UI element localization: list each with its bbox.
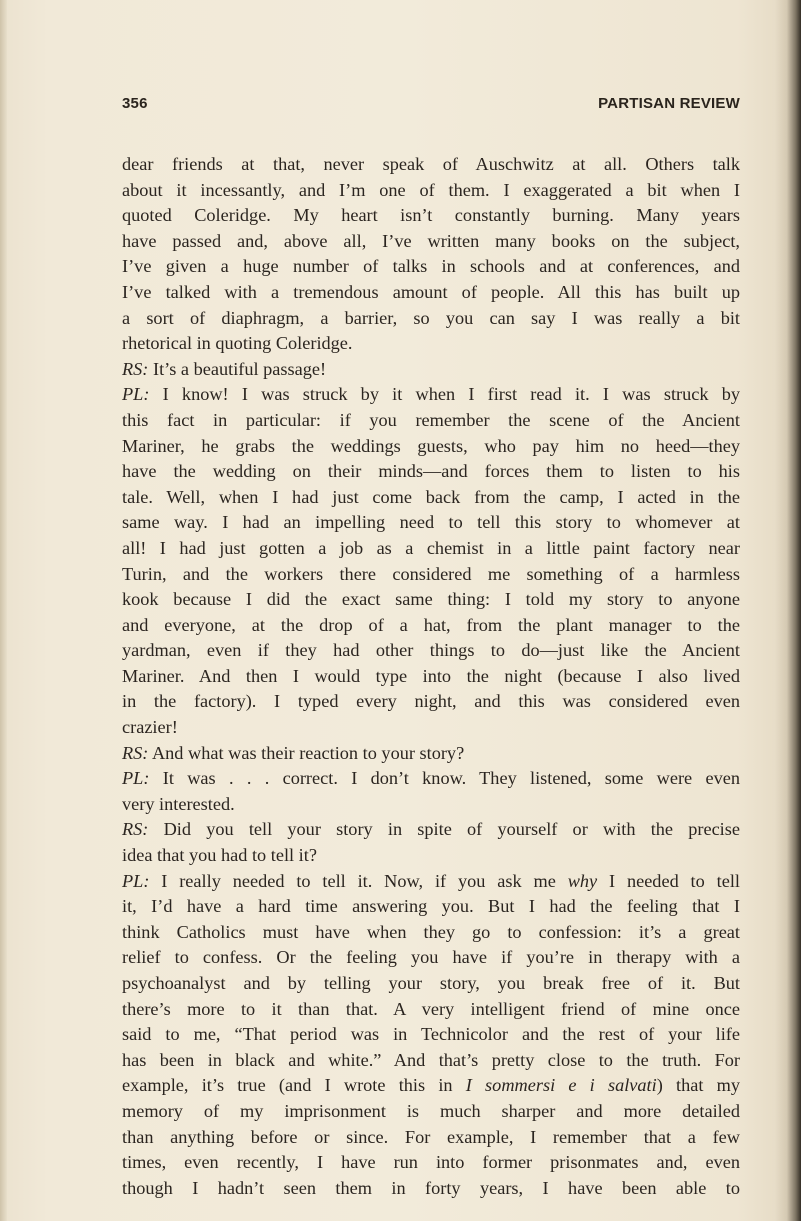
emphasis-text: I sommersi e i salvati: [465, 1075, 657, 1096]
line-text: psychoanalyst and by telling your story, you break free of it. But: [122, 973, 740, 993]
page-edge-shadow: [775, 0, 801, 1221]
page-gutter-shadow: [0, 0, 7, 1221]
text-line: [122, 536, 740, 562]
emphasis-text: why: [567, 870, 598, 891]
speaker-label: RS:: [122, 819, 149, 840]
line-text: it, I’d have a hard time answering you. But I had the feeling that I: [122, 896, 740, 917]
line-text: about it incessantly, and I’m one of them. I exaggerated a bit when I: [122, 179, 740, 200]
line-text: I’ve talked with a tremendous amount of people. All this has built up: [122, 281, 740, 302]
line-text: though I hadn’t seen them in forty years, I have been able to: [122, 1177, 740, 1198]
speaker-label: RS:: [122, 358, 149, 379]
line-text: there’s more to it than that. A very intelligent friend of mine once: [122, 998, 740, 1019]
text-line: [122, 203, 740, 229]
line-text: in the factory). I typed every night, and this was considered even: [122, 691, 740, 712]
text-line: [122, 382, 740, 408]
line-text: And what was their reaction to your story?: [151, 742, 465, 763]
line-text: dear friends at that, never speak of Auschwitz at all. Others talk: [122, 154, 740, 174]
page-number: 356: [122, 95, 148, 112]
text-line: [122, 229, 740, 255]
text-line: [122, 485, 740, 511]
text-line: [122, 715, 740, 741]
line-text: Turin, and the workers there considered me something of a harmless: [122, 563, 740, 584]
text-line: [122, 792, 740, 818]
line-text: example, it’s true (and I wrote this in: [122, 1075, 466, 1096]
line-text: Did you tell your story in spite of yourself or with the precise: [163, 819, 740, 840]
line-text: a sort of diaphragm, a barrier, so you can say I was really a bit: [122, 307, 740, 328]
speaker-label: RS:: [122, 742, 149, 763]
text-line: [122, 766, 740, 792]
line-text: ) that my: [656, 1075, 740, 1096]
line-text: this fact in particular: if you remember the scene of the Ancient: [122, 409, 740, 430]
text-line: [122, 357, 740, 383]
text-line: [122, 817, 740, 843]
text-line: [122, 510, 740, 536]
text-line: [122, 920, 740, 946]
speaker-label: PL:: [122, 768, 150, 789]
text-line: [122, 638, 740, 664]
text-line: [122, 971, 740, 997]
line-text: very interested.: [122, 793, 235, 814]
text-line: [122, 1150, 740, 1176]
text-line: [122, 613, 740, 639]
text-line: [122, 1048, 740, 1074]
journal-title: PARTISAN REVIEW: [598, 95, 740, 112]
line-text: think Catholics must have when they go to confession: it’s a great: [122, 921, 740, 942]
line-text: than anything before or since. For example, I remember that a few: [122, 1126, 740, 1147]
line-text: I know! I was struck by it when I first read it. I was struck by: [162, 384, 740, 405]
line-text: tale. Well, when I had just come back from the camp, I acted in the: [122, 486, 740, 507]
text-line: [122, 945, 740, 971]
text-line: [122, 894, 740, 920]
speaker-label: PL:: [122, 870, 150, 891]
line-text: has been in black and white.” And that’s pretty close to the truth. For: [122, 1049, 740, 1070]
text-line: [122, 178, 740, 204]
text-line: [122, 1125, 740, 1151]
line-text: crazier!: [122, 717, 178, 738]
interview-text: [122, 152, 740, 1201]
text-line: [122, 562, 740, 588]
text-line: [122, 741, 740, 767]
text-line: [122, 254, 740, 280]
line-text: said to me, “That period was in Technicolor and the rest of your life: [122, 1024, 740, 1045]
line-text: memory of my imprisonment is much sharper and more detailed: [122, 1100, 740, 1121]
text-line: [122, 664, 740, 690]
text-line: [122, 587, 740, 613]
text-line: [122, 689, 740, 715]
text-line: [122, 1073, 740, 1099]
line-text: Mariner. And then I would type into the night (because I also lived: [122, 665, 740, 686]
line-text: I needed to tell: [597, 870, 740, 891]
line-text: It’s a beautiful passage!: [152, 358, 327, 379]
text-line: [122, 306, 740, 332]
line-text: kook because I did the exact same thing: I told my story to anyone: [122, 589, 740, 610]
line-text: yardman, even if they had other things to do—just like the Ancient: [122, 640, 740, 661]
line-text: I’ve given a huge number of talks in schools and at conferences, and: [122, 256, 740, 277]
text-line: [122, 997, 740, 1023]
line-text: times, even recently, I have run into former prisonmates and, even: [122, 1152, 740, 1173]
text-line: [122, 1176, 740, 1202]
line-text: same way. I had an impelling need to tell this story to whomever at: [122, 512, 740, 533]
line-text: have the wedding on their minds—and forces them to listen to his: [122, 461, 740, 482]
text-line: [122, 1022, 740, 1048]
text-line: [122, 280, 740, 306]
text-line: [122, 408, 740, 434]
text-line: [122, 331, 740, 357]
line-text: quoted Coleridge. My heart isn’t constantly burning. Many years: [122, 205, 740, 226]
text-line: [122, 459, 740, 485]
line-text: rhetorical in quoting Coleridge.: [122, 333, 353, 354]
line-text: It was . . . correct. I don’t know. They listened, some were even: [162, 768, 740, 789]
text-line: [122, 1099, 740, 1125]
text-line: [122, 152, 740, 178]
text-line: [122, 434, 740, 460]
line-text: Mariner, he grabs the weddings guests, who pay him no heed—they: [122, 435, 740, 456]
line-text: and everyone, at the drop of a hat, from the plant manager to the: [122, 614, 740, 635]
speaker-label: PL:: [122, 384, 150, 405]
text-line: [122, 843, 740, 869]
line-text: all! I had just gotten a job as a chemist in a little paint factory near: [122, 537, 740, 558]
line-text: I really needed to tell it. Now, if you ask me: [161, 870, 568, 891]
line-text: have passed and, above all, I’ve written many books on the subject,: [122, 230, 740, 251]
line-text: idea that you had to tell it?: [122, 845, 317, 866]
line-text: relief to confess. Or the feeling you have if you’re in therapy with a: [122, 947, 740, 968]
text-line: [122, 869, 740, 895]
